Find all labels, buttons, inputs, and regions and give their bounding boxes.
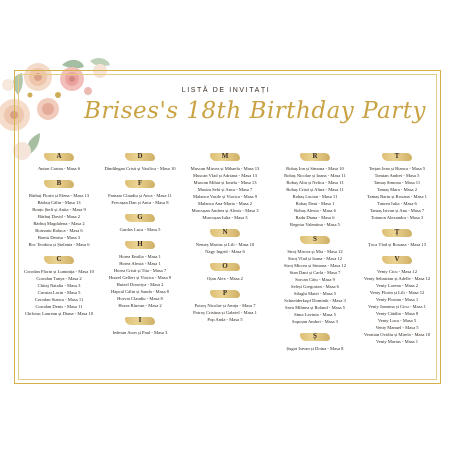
guest-entry: Muscan Vlad și Adriana - Masa 13 — [193, 173, 257, 178]
guest-entry: Bărbuț David - Masa 2 — [37, 214, 81, 219]
guest-entry: Gardos Luca - Masa 5 — [119, 227, 161, 232]
letter-label: N — [222, 228, 228, 236]
guest-entry: Venty Florian - Masa 1 — [375, 297, 419, 302]
letter-group — [95, 211, 185, 233]
guest-entry: Nemeș Marius și Lili - Masa 10 — [195, 242, 255, 247]
letter-label: P — [222, 289, 228, 297]
guest-entry: Anton Carina - Masa 6 — [37, 166, 81, 171]
guest-list-heading: LISTĂ DE INVITAȚI — [181, 87, 271, 94]
guest-entry: Șugot Istvan și Doina - Masa 8 — [286, 346, 344, 351]
guest-entry: Țoca Vlad și Roxana - Masa 13 — [367, 242, 427, 247]
guest-entry: Seleși Gregorian - Masa 6 — [291, 284, 339, 289]
letter-badge — [41, 253, 77, 266]
guest-column-2 — [95, 150, 185, 336]
guest-entry: Iederan Aron și Paul - Masa 3 — [112, 330, 168, 335]
guest-entry: Venty Lorena - Masa 2 — [375, 283, 419, 288]
letter-label: R — [312, 152, 318, 160]
guest-entry: Chitaj Natalia - Masa 3 — [37, 283, 81, 288]
guest-entry: Toianon Alexandra - Masa 3 — [370, 215, 424, 220]
guest-entry: Tamaș Bartu și Roxana - Masa 1 — [367, 194, 427, 199]
page-title: Brises's 18th Birthday Party — [84, 98, 426, 124]
guest-column-3 — [175, 150, 275, 323]
guest-entry: Bărbuț Florin și Elena - Masa 13 — [28, 193, 90, 198]
guest-entry: Venty Sebastian și Adelle - Masa 12 — [363, 276, 431, 281]
guest-entry: Cucuiat Lorin - Masa 5 — [37, 290, 81, 295]
letter-label: T — [394, 152, 400, 160]
letter-label: Ș — [313, 332, 317, 340]
guest-entry: Robaș Dani - Masa 1 — [295, 201, 335, 206]
guest-entry: Hutzel Dorottya - Masa 2 — [116, 282, 164, 287]
letter-group — [275, 233, 355, 325]
guest-entry: Hapcal Călin și Sanda - Masa 8 — [111, 289, 169, 294]
guest-entry: Bontu Denisa - Masa 3 — [37, 235, 81, 240]
guest-entry: Potroș Cristina și Gabriel - Masa 1 — [193, 310, 257, 315]
guest-entry: Tamaș Istvan și Ana - Masa 7 — [369, 208, 425, 213]
letter-group — [175, 287, 275, 323]
guest-entry: Bărbuț Magdalena - Masa 2 — [33, 221, 85, 226]
letter-badge — [207, 260, 243, 273]
letter-label: D — [137, 152, 143, 160]
letter-group — [275, 330, 355, 352]
guest-entry: Franzar Claudiu și Anca - Masa 11 — [108, 193, 172, 198]
guest-entry: Venty Florin și Lili - Masa 12 — [369, 290, 425, 295]
guest-entry: Stan Dani și Carla - Masa 7 — [289, 270, 341, 275]
guest-entry: Venty Manuel - Masa 5 — [375, 325, 419, 330]
letter-group — [354, 150, 440, 221]
guest-entry: Terțan Jean și Bianca - Masa 5 — [368, 166, 426, 171]
guest-entry: Muscan Mircea și Mihaela - Masa 13 — [190, 166, 260, 171]
guest-entry: Horea Cristi și Tita - Masa 7 — [113, 268, 167, 273]
letter-badge — [122, 177, 158, 190]
letter-badge — [379, 253, 415, 266]
guest-entry: Sima Lavinia - Masa 5 — [294, 312, 336, 317]
guest-entry: Venty Jasmina și Cicu - Masa 1 — [368, 304, 426, 309]
letter-group — [275, 150, 355, 228]
guest-entry: Botezatu Raluca - Masa 6 — [35, 228, 83, 233]
guest-entry: Robaș Alin și Nelica - Masa 11 — [286, 180, 344, 185]
letter-group — [95, 314, 185, 336]
letter-label: A — [56, 152, 62, 160]
guest-entry: Robaș Cristi și Alina - Masa 11 — [286, 187, 344, 192]
letter-badge — [122, 211, 158, 224]
letter-group — [175, 226, 275, 255]
guest-entry: Murcușan Iulia - Masa 3 — [202, 215, 248, 220]
letter-label: F — [137, 179, 143, 187]
guest-column-4 — [275, 150, 355, 352]
guest-entry: Silaghi Matei - Masa 5 — [293, 291, 337, 296]
letter-label: H — [137, 240, 143, 248]
letter-label: M — [221, 152, 229, 160]
letter-group — [354, 226, 440, 248]
letter-label: G — [137, 213, 143, 221]
guest-entry: Horvat Claudiu - Masa 8 — [117, 296, 163, 301]
guest-entry: Stroț Vlad și Ioana - Masa 12 — [287, 256, 342, 261]
guest-entry: Pop Anda - Masa 5 — [207, 317, 243, 322]
guest-entry: Venty Marius - Masa 1 — [375, 339, 419, 344]
guest-entry: Venty Luca - Masa 5 — [377, 318, 417, 323]
letter-group — [20, 253, 98, 317]
guest-entry: Hutzel Gellert și Viorica - Masa 9 — [108, 275, 172, 280]
guest-entry: Tunrea Iulia - Masa 6 — [377, 201, 417, 206]
guest-entry: Bărbuț Călin - Masa 13 — [37, 200, 81, 205]
guest-entry: Nagy Ingrid - Masa 6 — [205, 249, 245, 254]
guest-entry: Dindilegan Cristi și Vasilica - Masa 10 — [104, 166, 176, 171]
guest-entry: Veratian Ovidiu și Mirela - Masa 10 — [363, 332, 431, 337]
letter-group — [175, 150, 275, 221]
letter-label: C — [56, 255, 62, 263]
guest-entry: Venty Cicu - Masa 12 — [376, 269, 418, 274]
guest-entry: Chifoiuc Laurean și Diana - Masa 10 — [24, 311, 94, 316]
letter-badge — [297, 330, 333, 343]
guest-entry: Maxim Sebi și Anca - Masa 7 — [197, 187, 253, 192]
guest-entry: Robaș Lucian - Masa 11 — [292, 194, 338, 199]
letter-badge — [379, 150, 415, 163]
letter-badge — [207, 287, 243, 300]
letter-group — [20, 177, 98, 248]
guest-entry: Sava Mihnea și Roland - Masa 5 — [285, 305, 345, 310]
guest-entry: Corodan Tanya - Masa 2 — [36, 276, 82, 281]
guest-entry: Radu Diana - Masa 6 — [295, 215, 335, 220]
guest-entry: Regetar Valentina - Masa 5 — [290, 222, 340, 227]
guest-entry: Corodan Denis - Masa 11 — [35, 304, 83, 309]
guest-entry: Oțan Alex - Masa 2 — [207, 276, 243, 281]
guest-entry: Stroț Mircea și Mia - Masa 12 — [287, 249, 343, 254]
guest-entry: Horea Alexia - Masa 1 — [119, 261, 161, 266]
guest-entry: Horea Răzvan - Masa 2 — [118, 303, 162, 308]
letter-label: Ț — [394, 228, 400, 236]
guest-entry: Robaș Alexia - Masa 6 — [294, 208, 336, 213]
guest-entry: Murcușan Andrea și Alexis - Masa 3 — [191, 208, 259, 213]
guest-entry: Boc Teodora și Ștefania - Masa 6 — [28, 242, 90, 247]
letter-badge — [379, 226, 415, 239]
letter-badge — [122, 150, 158, 163]
guest-entry: Tomian Andrei - Masa 5 — [374, 173, 420, 178]
guest-entry: Malanca Ana-Maria - Masa 2 — [197, 201, 253, 206]
guest-entry: Tamaș Mara - Masa 2 — [377, 187, 417, 192]
guest-entry: Potroș Nicolae și Amița - Masa 7 — [194, 303, 256, 308]
letter-badge — [297, 150, 333, 163]
letter-badge — [122, 314, 158, 327]
letter-badge — [122, 238, 158, 251]
letter-group — [175, 260, 275, 282]
guest-entry: Tamaș Simona - Masa 11 — [373, 180, 421, 185]
letter-badge — [41, 150, 77, 163]
letter-label: V — [394, 255, 400, 263]
letter-badge — [207, 226, 243, 239]
guest-entry: Sorcan Cătu - Masa 9 — [295, 277, 335, 282]
guest-entry: Corodan Stanca - Masa 11 — [34, 297, 84, 302]
letter-badge — [41, 177, 77, 190]
letter-group — [95, 177, 185, 206]
guest-entry: Schneiderkopf Dominik - Masa 3 — [284, 298, 346, 303]
letter-badge — [297, 233, 333, 246]
guest-entry: Bonțo Ștefi și Anita - Masa 9 — [32, 207, 86, 212]
guest-entry: Stroț Mircea și Simona - Masa 12 — [283, 263, 346, 268]
guest-entry: Horea Emilia - Masa 1 — [119, 254, 161, 259]
letter-group — [354, 253, 440, 345]
guest-entry: Sopoțan Andrei - Masa 3 — [292, 319, 338, 324]
guest-entry: Corodan Florin și Luminița - Masa 10 — [24, 269, 94, 274]
guest-entry: Venty Cătălin - Masa 8 — [375, 311, 419, 316]
letter-label: B — [56, 179, 62, 187]
guest-entry: Muscan Mihai și Ionela - Masa 13 — [193, 180, 257, 185]
guest-column-1 — [20, 150, 98, 317]
guest-entry: Malanca Vasile și Viorica - Masa 9 — [192, 194, 258, 199]
letter-label: I — [138, 316, 142, 324]
letter-group — [95, 150, 185, 172]
letter-group — [95, 238, 185, 309]
letter-group — [20, 150, 98, 172]
letter-label: S — [313, 235, 317, 243]
guest-entry: Frecașan Dan și Anca - Masa 8 — [111, 200, 169, 205]
guest-column-5 — [354, 150, 440, 345]
letter-badge — [207, 150, 243, 163]
guest-entry: Robaș Ion și Simona - Masa 10 — [286, 166, 344, 171]
letter-label: O — [222, 262, 228, 270]
guest-entry: Robaș Nicolae și Ioana - Masa 11 — [284, 173, 346, 178]
